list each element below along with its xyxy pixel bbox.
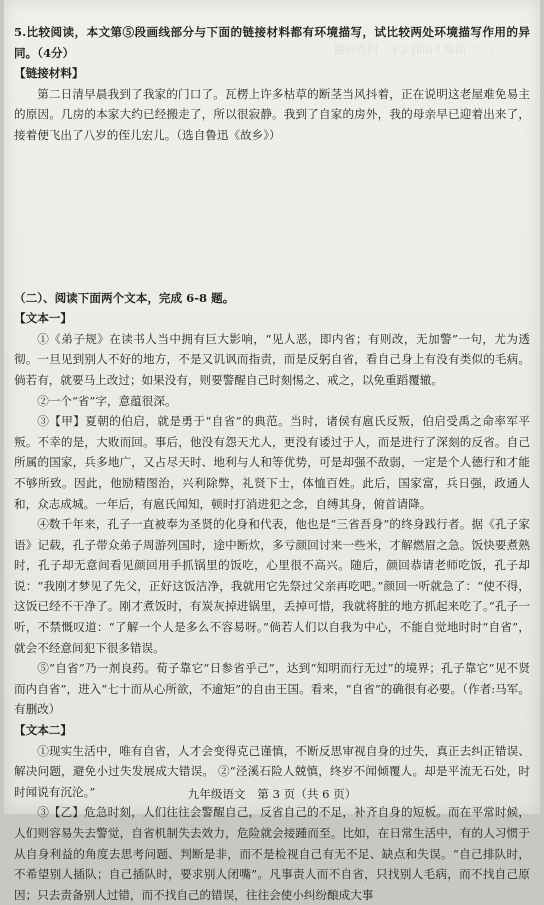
- footer-subject: 九年级语文: [187, 787, 246, 801]
- link-material-title: 【链接材料】: [14, 66, 84, 81]
- answer-space: [14, 146, 530, 288]
- exam-page: [4, 0, 540, 902]
- text-1-paragraph-1: ①《弟子规》在读书人当中拥有巨大影响，“见人恶，即内省；有则改，无加警”一句，尤为透彻。一旦见到别人不好的地方，不是又讥讽而指责，而是反躬自省，看自己身上有没有类似的毛病。倘若有，就要马上改过；如果没有，则要警醒自己时刻惕之、戒之，以免重蹈覆辙。: [14, 331, 530, 387]
- text-1-paragraph-5: ⑤“自省”乃一剂良药。荀子靠它“日参省乎己”，达到“知明而行无过”的境界；孔子靠它“见不贤而内自省”，进入“七十而从心所欲，不逾矩”的自由王国。看来，“自省”的确很有必要。（作者:马军。有删改）: [14, 661, 530, 717]
- text-1-paragraph-4: ④数千年来，孔子一直被奉为圣贤的化身和代表，他也是“三省吾身”的终身践行者。据《孔子家语》记载，孔子带众弟子周游列国时，途中断炊，多亏颜回讨来一些米，才解燃眉之急。饭快要煮熟时，孔子却无意间看见颜回用手抓锅里的饭吃，心里很不高兴。随后，颜回恭请老师吃饭，孔子却说：“我刚才梦见了先父，正好这饭洁净，我就用它先祭过父亲再吃吧。”颜回一听就急了：“使不得，这饭已经不干净了。刚才煮饭时，有炭灰掉进锅里，丢掉可惜，我就将脏的地方抓起来吃了。”孔子一听，不禁慨叹道：“了解一个人是多么不容易呀。”倘若人们以自我为中心，不能自觉地时时“自省”，就会不经意间犯下很多错误。: [14, 517, 530, 655]
- section-2-heading: （二）、阅读下面两个文本，完成 6-8 题。: [14, 290, 235, 305]
- text-1-paragraph-3: ③【甲】夏朝的伯启，就是勇于“自省”的典范。当时，诸侯有扈氏反叛，伯启受禹之命率军平叛。不幸的是，大败而回。事后，他没有怨天尤人，更没有诿过于人，而是进行了深刻的反省。自己所属的国家，兵多地广，又占尽天时、地利与人和等优势，可是却强不敌弱，一定是个人德行和才能不够所致。因此，他励精图治，兴利除弊，礼贤下士，体恤百姓。此后，国家富，兵日强，政通人和，众志成城。一年后，有扈氏闻知，顿时打消进犯之念，自缚其身，俯首请降。: [14, 414, 530, 511]
- bleed-through-text: （三）阅读下面的文字 回答问题: [334, 43, 499, 56]
- footer-page-number: 第 3 页（共 6 页）: [257, 787, 357, 801]
- link-material-text: 第二日清早晨我到了我家的门口了。瓦楞上许多枯草的断茎当风抖着，正在说明这老屋难免易主的原因。几房的本家大约已经搬走了，所以很寂静。我到了自家的房外，我的母亲早已迎着出来了，接着便飞出了八岁的侄儿宏儿。（选自鲁迅《故乡》）: [14, 86, 530, 142]
- text-1-paragraph-2: ②一个“省”字，意蕴很深。: [37, 393, 177, 408]
- text-2-paragraph-3: ③【乙】危急时刻，人们往往会警醒自己，反省自己的不足，补齐自身的短板。而在平常时候，人们则容易失去警觉，自省机制失去效力，危险就会接踵而至。比如，在日常生活中，有的人习惯于从自身利益的角度去思考问题、判断是非，而不是检视自己有无不足、缺点和失误。“自己排队时，不希望别人插队；自己插队时，要求别人闭嘴”。凡事责人而不自省，只找别人毛病，而不找自己原因；只去责备别人过错，而不找自己的错误，往往会使小纠纷酿成大事: [14, 805, 530, 902]
- text-2-title: 【文本二】: [14, 723, 72, 738]
- question-5-prompt: 5.比较阅读，本文第⑤段画线部分与下面的链接材料都有环境描写，试比较两处环境描写作用的异同。（4分）: [14, 25, 530, 60]
- page-footer: [4, 786, 540, 802]
- content-area: [14, 22, 530, 905]
- text-1-title: 【文本一】: [14, 311, 72, 326]
- text-2-paragraph-1: ①现实生活中，唯有自省，人才会变得克己谨慎，不断反思审视自身的过失，真正去纠正错误、解决问题，避免小过失发展成大错误。 ②“泾溪石险人兢慎，终岁不闻倾覆人。却是平流无石处，时时闻说有沉沦。”: [14, 743, 530, 799]
